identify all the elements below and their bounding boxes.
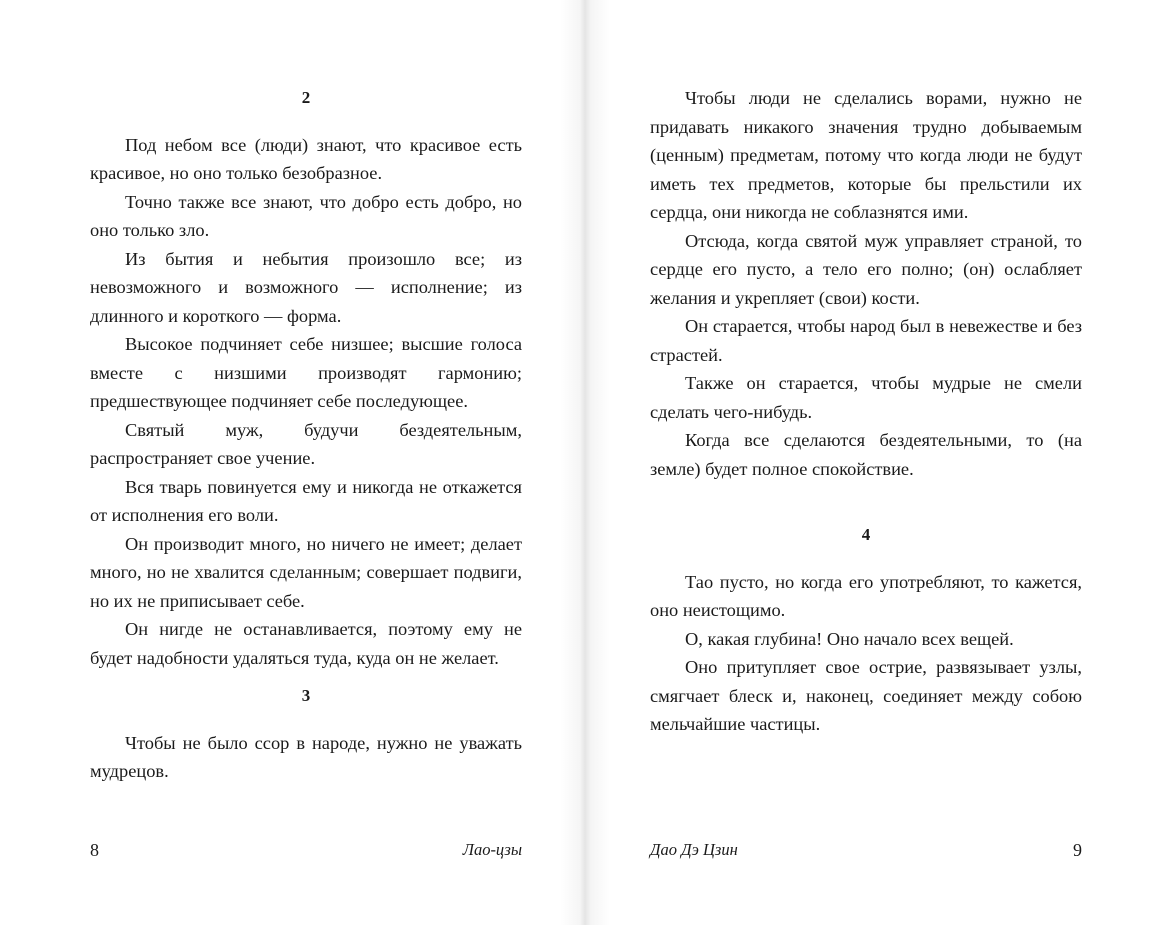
paragraph: Чтобы не было ссор в народе, нужно не уважать мудрецов. [90, 732, 522, 781]
paragraph: Тао пусто, но когда его употребляют, то кажется, оно неистощимо. [650, 571, 1082, 620]
paragraph: Когда все сделаются бездеятельными, то (на земле) будет полное спокойствие. [650, 430, 1082, 479]
right-text-column [650, 84, 1082, 739]
left-text-column [90, 84, 522, 786]
left-page [0, 0, 583, 925]
paragraph: Он нигде не останавливается, поэтому ему не будет надобности удаляться туда, куда он не желает. [90, 619, 522, 668]
paragraph: Отсюда, когда святой муж управляет страной, то сердце его пусто, а тело его полно; (он) ослабляет желания и укрепляет (свои) кости. [650, 230, 1082, 308]
right-page [583, 0, 1167, 925]
paragraph: О, какая глубина! Оно начало всех вещей. [685, 628, 1014, 649]
paragraph: Святый муж, будучи бездеятельным, распространяет свое учение. [90, 419, 522, 468]
page-number: 8 [90, 840, 99, 860]
chapter-number: 3 [301, 686, 311, 705]
chapter-number: 4 [861, 525, 871, 544]
paragraph: Он старается, чтобы народ был в невежестве и без страстей. [650, 316, 1082, 365]
chapter-number: 2 [301, 88, 311, 107]
page-number: 9 [1073, 840, 1082, 860]
paragraph: Также он старается, чтобы мудрые не смели сделать чего-нибудь. [650, 373, 1082, 422]
running-head: Лао-цзы [462, 840, 522, 859]
paragraph: Он производит много, но ничего не имеет; делает много, но не хвалится сделанным; совершает подвиги, но их не приписывает себе. [90, 533, 522, 611]
paragraph: Оно притупляет свое острие, развязывает узлы, смягчает блеск и, наконец, соединяет между собою мельчайшие частицы. [650, 657, 1082, 734]
paragraph: Чтобы люди не сделались ворами, нужно не придавать никакого значения трудно добываемым (ценным) предметам, потому что когда люди не будут иметь тех предметов, которые бы прельстили их сердца, они никогда не соблазнятся ими. [650, 88, 1082, 222]
paragraph: Вся тварь повинуется ему и никогда не откажется от исполнения его воли. [90, 476, 522, 525]
paragraph: Из бытия и небытия произошло все; из невозможного и возможного — исполнение; из длинного и короткого — форма. [90, 248, 522, 326]
running-head: Дао Дэ Цзин [650, 840, 738, 859]
paragraph: Точно также все знают, что добро есть добро, но оно только зло. [90, 191, 522, 240]
paragraph: Под небом все (люди) знают, что красивое есть красивое, но оно только безобразное. [90, 134, 522, 183]
paragraph: Высокое подчиняет себе низшее; высшие голоса вместе с низшими производят гармонию; предшествующее подчиняет себе последующее. [90, 334, 522, 411]
